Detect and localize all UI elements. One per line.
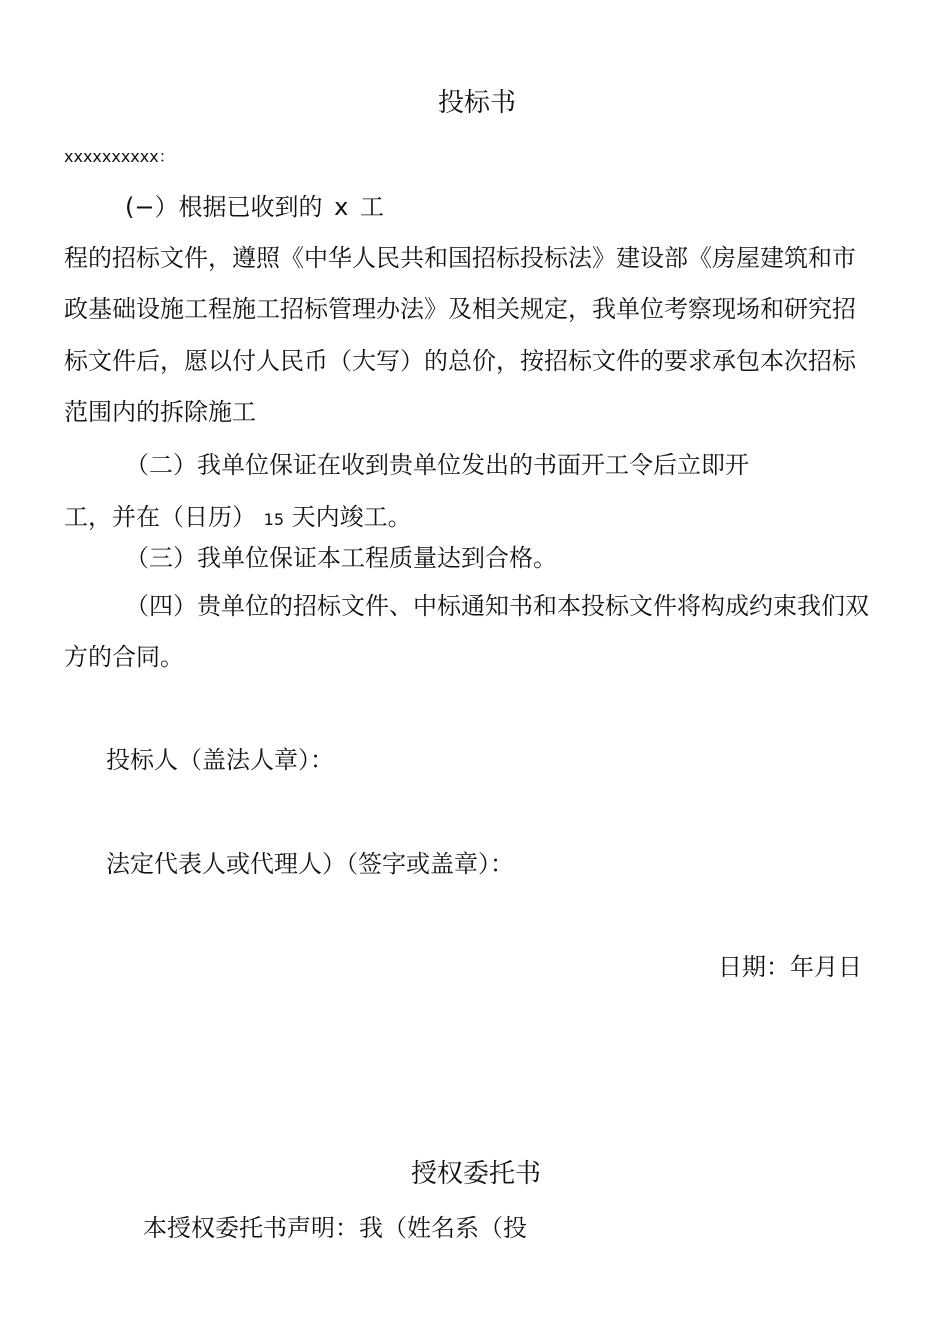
clause-1-line-3: 政基础设施工程施工招标管理办法》及相关规定，我单位考察现场和研究招	[64, 295, 856, 323]
clause-1-x: x	[334, 193, 349, 221]
clause-4-line-2: 方的合同。	[64, 643, 184, 671]
clause-1-line-1	[125, 192, 384, 222]
clause-1-line-2: 程的招标文件，遵照《中华人民共和国招标投标法》建设部《房屋建筑和市	[64, 244, 856, 272]
clause-2-line-1: （二）我单位保证在收到贵单位发出的书面开工令后立即开	[125, 451, 749, 479]
clause-2-days: 15	[263, 510, 284, 529]
clause-2-line-2	[64, 502, 412, 535]
clause-2-text-end: 天内竣工。	[291, 503, 412, 531]
date-line: 日期：年月日	[718, 953, 862, 981]
clause-1-line-4: 标文件后，愿以付人民币（大写）的总价，按招标文件的要求承包本次招标	[64, 347, 856, 375]
addressee: xxxxxxxxxx：	[64, 147, 175, 166]
representative-signature-line: 法定代表人或代理人）（签字或盖章）：	[106, 850, 514, 878]
clause-3: （三）我单位保证本工程质量达到合格。	[125, 544, 557, 572]
authorization-title: 授权委托书	[411, 1159, 542, 1189]
clause-1-line-5: 范围内的拆除施工	[64, 398, 256, 426]
clause-1-text-end: 工	[359, 193, 384, 221]
authorization-statement: 本授权委托书声明：我（姓名系（投	[143, 1214, 527, 1242]
bid-letter-title: 投标书	[438, 88, 517, 118]
clause-4-line-1: （四）贵单位的招标文件、中标通知书和本投标文件将构成约束我们双	[125, 592, 869, 620]
clause-2-text: 工，并在（日历）	[64, 503, 256, 531]
clause-1-text: (−）根据已收到的	[125, 193, 323, 221]
bidder-seal-line: 投标人（盖法人章）：	[106, 746, 334, 774]
